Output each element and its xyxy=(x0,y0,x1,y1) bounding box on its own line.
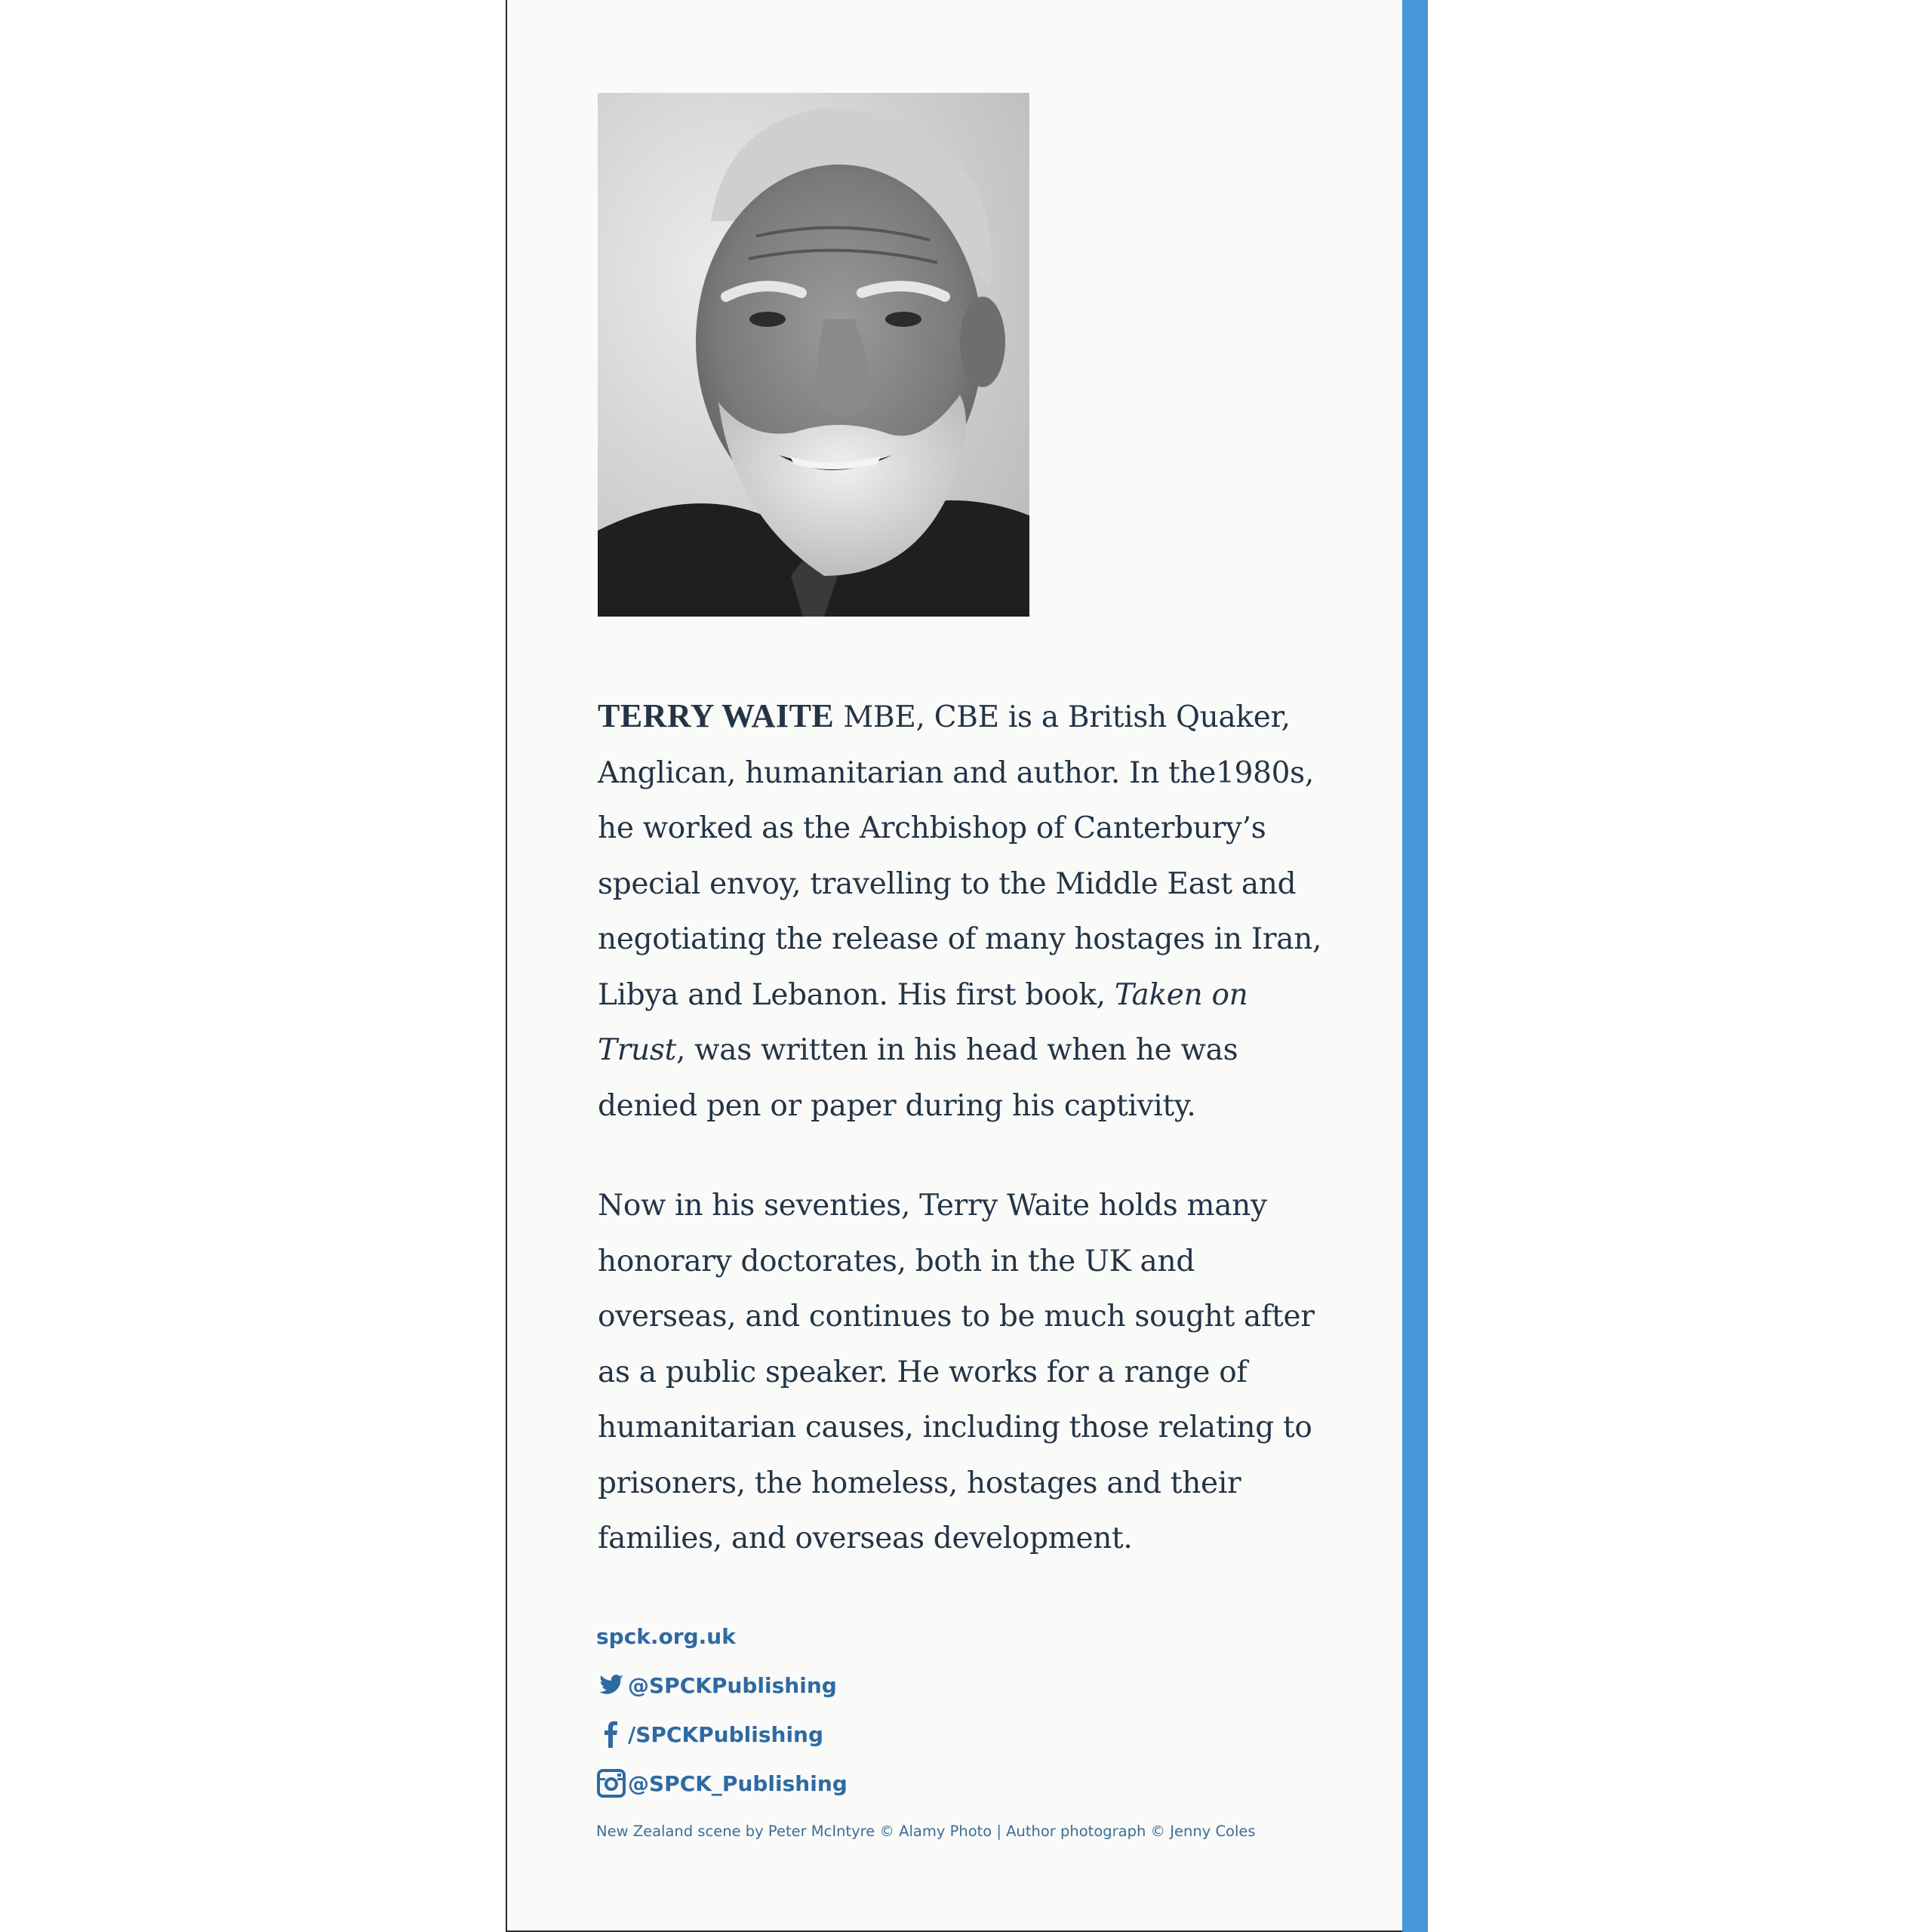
publisher-links xyxy=(596,1621,848,1817)
spine-color-strip xyxy=(1402,0,1428,1932)
book-title: Taken on Trust xyxy=(598,977,1248,1067)
photo-credit: New Zealand scene by Peter McIntyre © Alamy Photo | Author photograph © Jenny Coles xyxy=(596,1823,1256,1840)
twitter-icon xyxy=(596,1670,626,1700)
instagram-icon xyxy=(596,1768,626,1798)
bio-paragraph-2: Now in his seventies, Terry Waite holds many honorary doctorates, both in the UK and overseas, and continues to be much sought after as a public speaker. He works for a range of humanitarian causes, including those relating to prisoners, the homeless, hostages and their families, and overseas development. xyxy=(598,1189,1315,1555)
website-text: spck.org.uk xyxy=(596,1623,736,1649)
bio-text-b: , was written in his head when he was denied pen or paper during his captivity. xyxy=(598,1033,1238,1123)
twitter-link[interactable] xyxy=(596,1670,848,1700)
author-name: TERRY WAITE xyxy=(598,697,835,734)
website-link[interactable] xyxy=(596,1621,848,1651)
facebook-icon xyxy=(596,1719,626,1749)
bio-paragraph-1 xyxy=(598,688,1322,1134)
twitter-handle: @SPCKPublishing xyxy=(628,1672,837,1698)
facebook-handle: /SPCKPublishing xyxy=(628,1721,824,1747)
bio-text-a: MBE, CBE is a British Quaker, Anglican, humanitarian and author. In the1980s, he worked as the Archbishop of Canterbury’s special envoy, travelling to the Middle East and negotiating the release of many hostages in Iran, Libya and Lebanon. His first book, xyxy=(598,700,1322,1012)
author-photo xyxy=(598,93,1029,617)
instagram-handle: @SPCK_Publishing xyxy=(628,1770,848,1796)
facebook-link[interactable] xyxy=(596,1719,848,1749)
instagram-link[interactable] xyxy=(596,1768,848,1798)
